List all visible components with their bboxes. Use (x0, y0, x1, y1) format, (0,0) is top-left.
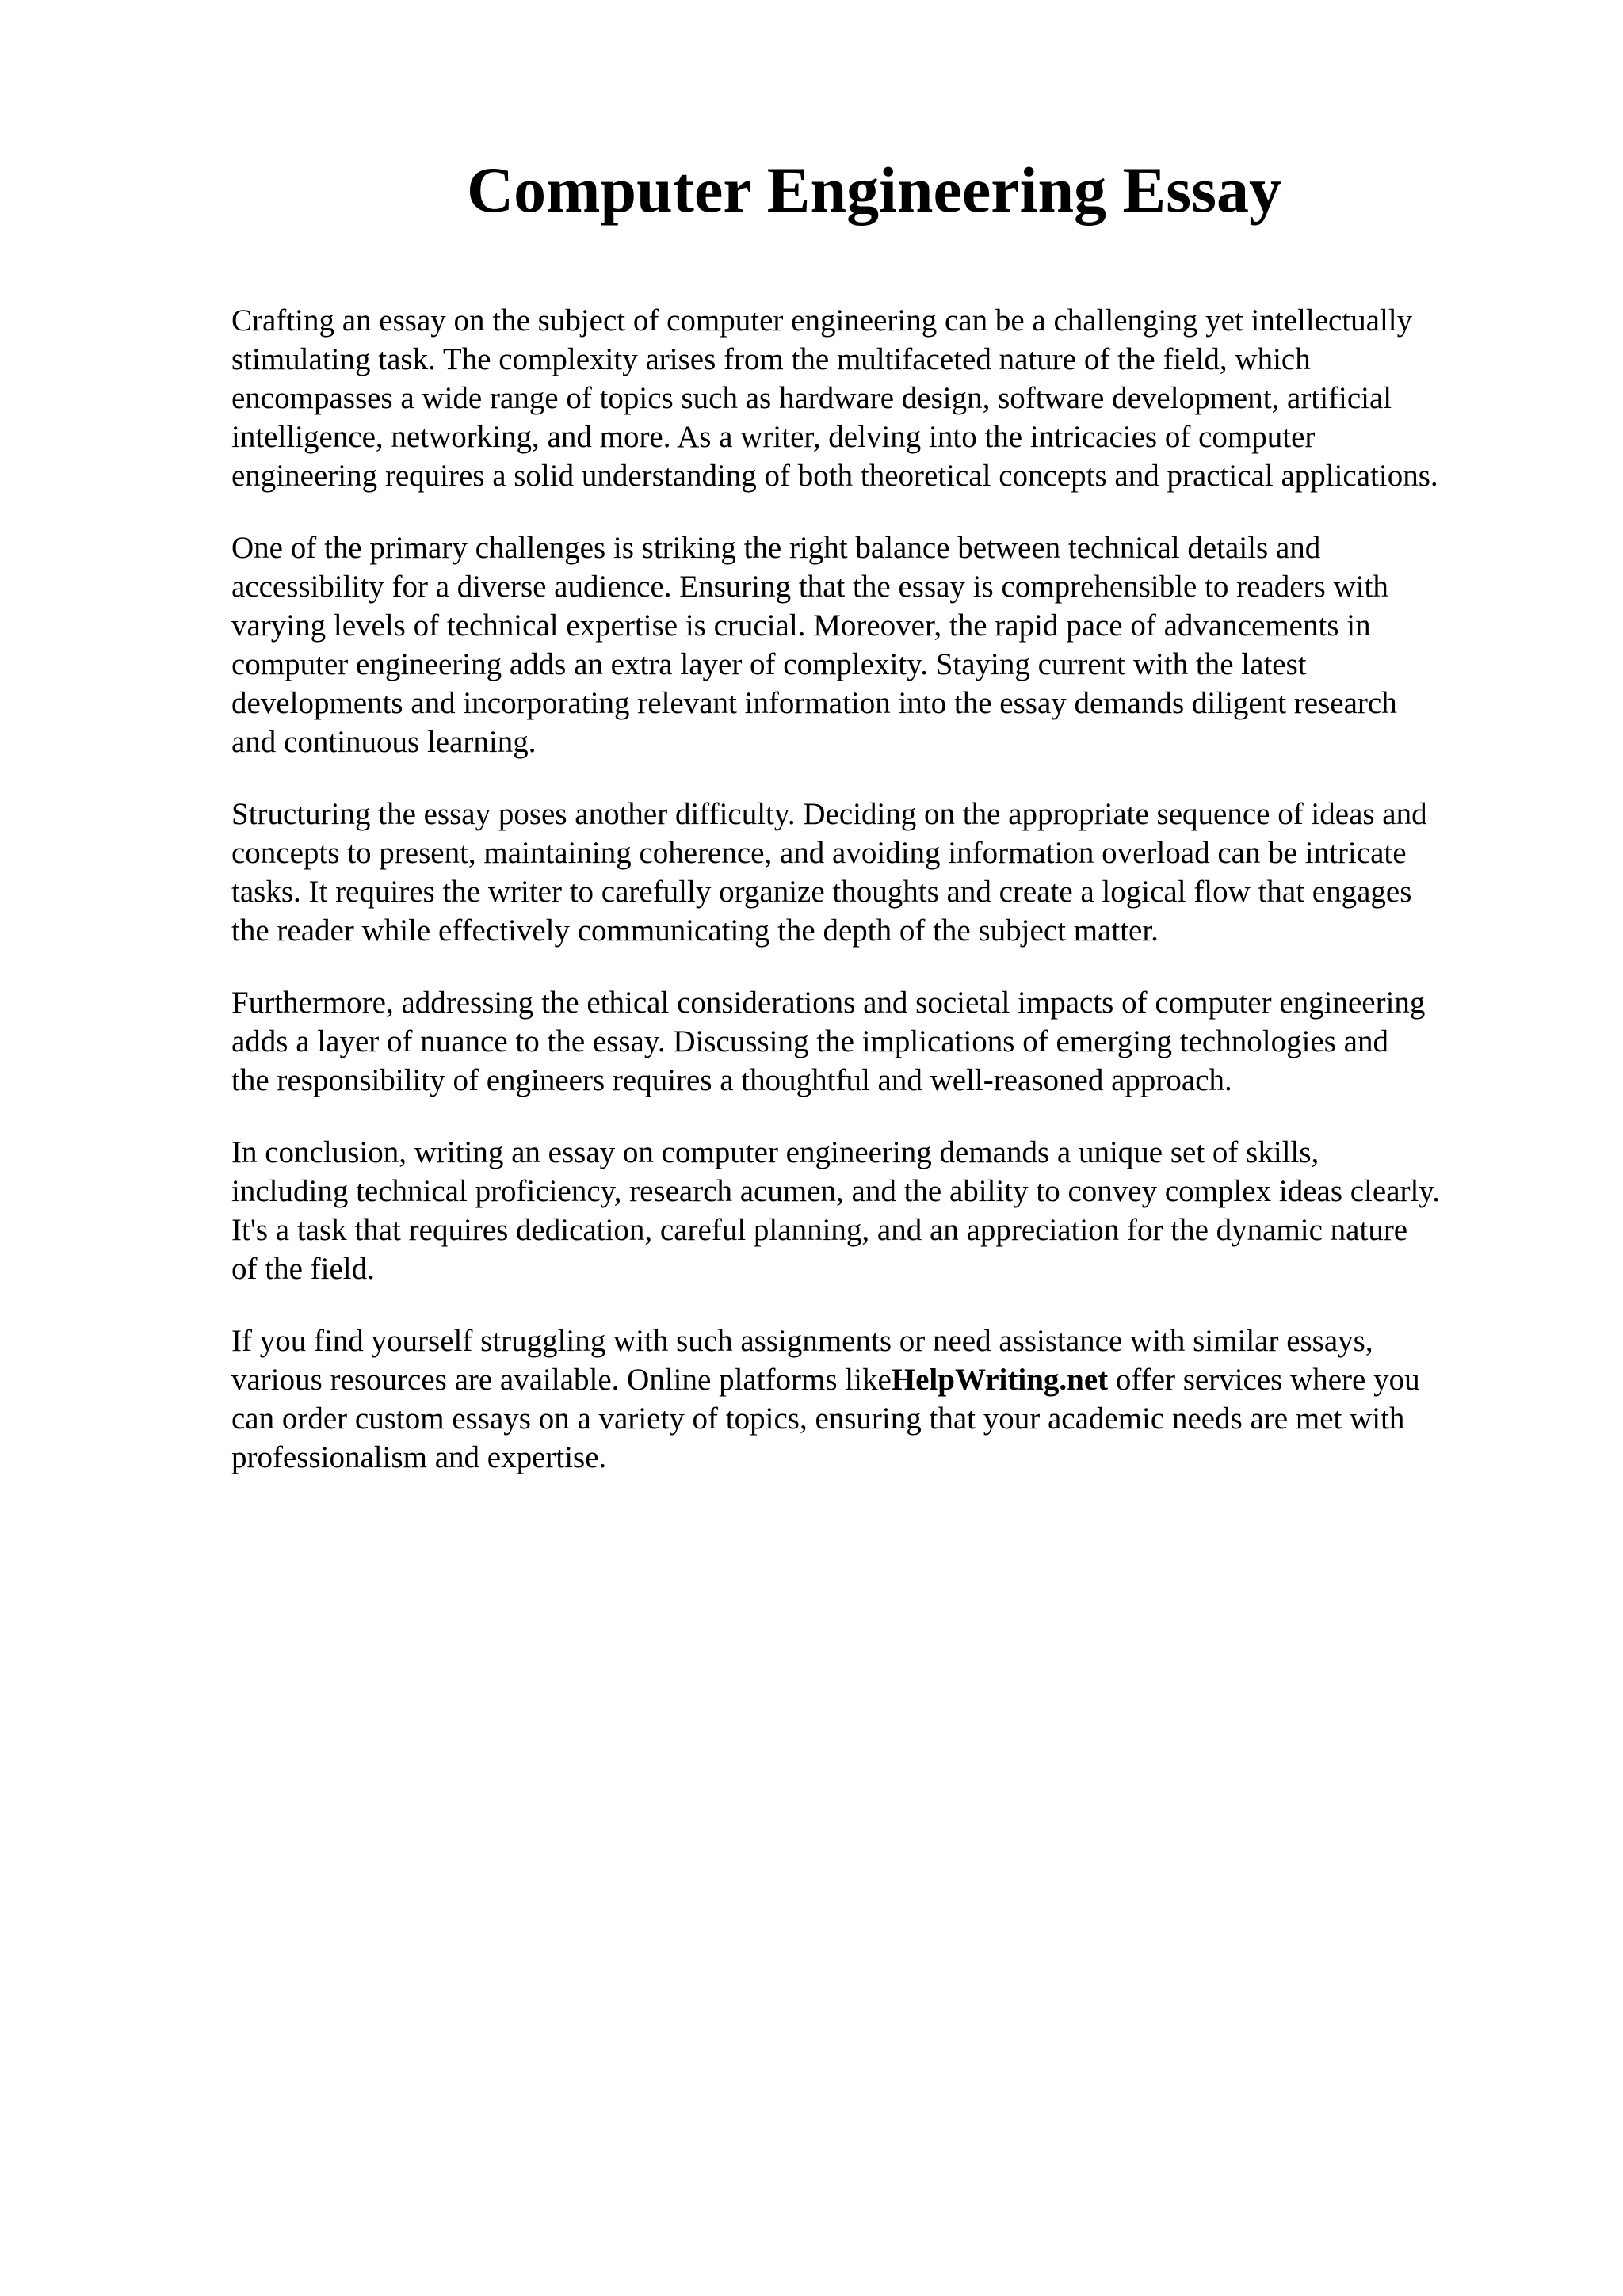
text-line: can order custom essays on a variety of topics, ensuring that your academic needs are met with (231, 1402, 1405, 1436)
paragraph-ethics (231, 983, 1579, 1100)
paragraph-conclusion (231, 1133, 1579, 1288)
text-line: and continuous learning. (231, 725, 537, 759)
document-title: Computer Engineering Essay (466, 154, 1282, 226)
text-line: If you find yourself struggling with such assignments or need assistance with similar essays, (231, 1324, 1373, 1358)
text-line: developments and incorporating relevant information into the essay demands diligent research (231, 686, 1397, 720)
paragraph-resources (231, 1322, 1579, 1477)
text-segment: various resources are available. Online platforms like (231, 1363, 892, 1397)
text-line: In conclusion, writing an essay on computer engineering demands a unique set of skills, (231, 1135, 1319, 1169)
paragraph-structure (231, 795, 1579, 950)
text-line: the responsibility of engineers requires a thoughtful and well-reasoned approach. (231, 1063, 1232, 1097)
text-line: engineering requires a solid understanding of both theoretical concepts and practical applications. (231, 459, 1438, 493)
text-line: the reader while effectively communicating the depth of the subject matter. (231, 913, 1159, 948)
text-line-with-brand (231, 1360, 1579, 1399)
text-line: of the field. (231, 1252, 375, 1286)
text-line: Furthermore, addressing the ethical considerations and societal impacts of computer engineering (231, 986, 1426, 1020)
text-line: varying levels of technical expertise is crucial. Moreover, the rapid pace of advancements in (231, 608, 1371, 643)
text-line: Crafting an essay on the subject of computer engineering can be a challenging yet intellectually (231, 303, 1413, 338)
text-line: stimulating task. The complexity arises from the multifaceted nature of the field, which (231, 342, 1311, 376)
text-line: computer engineering adds an extra layer of complexity. Staying current with the latest (231, 647, 1307, 681)
document-body (231, 301, 1579, 1510)
text-line: It's a task that requires dedication, careful planning, and an appreciation for the dynamic nature (231, 1213, 1408, 1247)
text-line: including technical proficiency, research acumen, and the ability to convey complex ideas clearly. (231, 1174, 1441, 1208)
text-line: professionalism and expertise. (231, 1440, 607, 1474)
text-segment: offer services where you (1108, 1363, 1420, 1397)
text-line: adds a layer of nuance to the essay. Discussing the implications of emerging technologies and (231, 1024, 1388, 1058)
text-line: concepts to present, maintaining coherence, and avoiding information overload can be intricate (231, 836, 1407, 870)
paragraph-challenges (231, 528, 1579, 761)
text-line: One of the primary challenges is striking the right balance between technical details and (231, 531, 1321, 565)
text-line: Structuring the essay poses another difficulty. Deciding on the appropriate sequence of ideas and (231, 797, 1427, 831)
text-line: intelligence, networking, and more. As a writer, delving into the intricacies of computer (231, 420, 1316, 454)
text-line: accessibility for a diverse audience. Ensuring that the essay is comprehensible to readers with (231, 570, 1388, 604)
text-line: encompasses a wide range of topics such as hardware design, software development, artificial (231, 381, 1392, 415)
text-line: tasks. It requires the writer to carefully organize thoughts and create a logical flow that engages (231, 875, 1412, 909)
paragraph-introduction (231, 301, 1579, 495)
helpwriting-brand-text: HelpWriting.net (891, 1363, 1109, 1397)
